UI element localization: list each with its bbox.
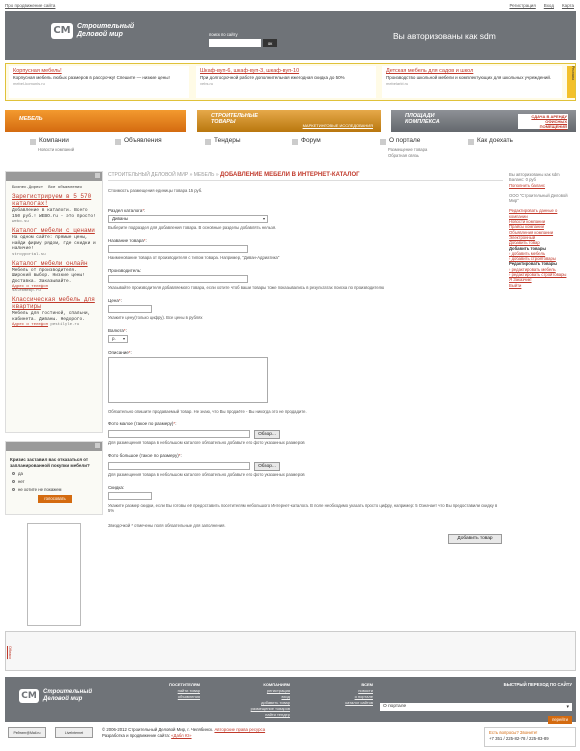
currency-select[interactable]: р. ▾ [108,335,128,343]
nav-square-icon [468,139,474,145]
footer-col-visitors: ПОСЕТИТЕЛЯМ найти товар объявления [169,682,200,699]
tab-link-rent[interactable]: СДАЧА В АРЕНДУ ОФИСНЫХ ПОМЕЩЕНИЙ [518,114,568,129]
promo-link[interactable]: Про продвижение сайта [5,3,56,8]
sidebar-tabs [12,186,102,190]
sidebar-header [6,172,102,181]
logo-line1: Строительный [77,23,135,30]
search-input[interactable] [209,39,261,47]
name-label: Название товара*: [108,238,147,243]
tab-business-direct[interactable]: Бизнес.Директ [12,186,44,190]
poll-option[interactable]: не хотите не покажем [12,487,102,492]
register-link[interactable]: Регистрация [509,3,536,8]
section-select[interactable]: Диваны ▾ [108,215,268,223]
search-label: поиск по сайту [209,32,238,37]
left-sidebar [5,171,103,433]
tab-furniture[interactable] [5,110,186,132]
maker-field[interactable] [108,275,248,283]
collapse-icon[interactable] [95,443,100,448]
ad-title[interactable]: Шкаф-вуп-6, шкаф-вуп-3, шкаф-вуп-10 [200,68,300,74]
org-name: ООО "Строительный Деловой Мир" [509,192,568,204]
map-link[interactable]: Карта [561,3,574,8]
poll-question: Кризис заставил вас отказаться от запланированной покупки мебели? [10,457,90,468]
nav-square-icon [30,139,36,145]
nav-item-about[interactable]: О портале Размещение товара Обратная связь [380,137,420,145]
poll-option[interactable]: да [12,471,102,476]
sidebar-ad[interactable]: Каталог мебели с ценами На одном сайте: прямые цены, найди фирму рядом, где скидки и наличие! stroyportal.su [12,227,96,257]
ad-text: Производство школьной мебели и комплектующих для школьных учреждений. [386,75,552,80]
submit-button[interactable]: Добавить товар [448,534,502,544]
company-ads-link[interactable]: Объявления компании [509,229,554,235]
collapse-icon[interactable] [95,173,100,178]
footer-col-all: ВСЕМ новости о портале каталог сайтов [345,682,373,705]
photo-small-hint: Для размещения товара в небольшом каталоге обязательно добавьте его фото указанных размеров [108,440,305,445]
breadcrumb: СТРОИТЕЛЬНЫЙ ДЕЛОВОЙ МИР » МЕБЕЛЬ » ДОБАВЛЕНИЕ МЕБЕЛИ В ИНТЕРНЕТ-КАТАЛОГ [108,172,360,178]
auth-status: Вы авторизованы как sdm [393,31,496,41]
search-button[interactable]: ок [263,39,277,47]
ad-block[interactable] [9,66,189,98]
add-building-link[interactable]: › добавить стройтовары [509,256,556,262]
description-label: Описание*: [108,350,132,355]
tab-title: ПЛОЩАДИ КОМПЛЕКСА [405,113,440,125]
topup-link[interactable]: Пополнить баланс [509,182,546,188]
nav-item-forum[interactable]: Форум [292,137,321,145]
nav-square-icon [292,139,298,145]
maker-label: Производитель: [108,268,142,273]
sidebar-ad[interactable]: Зарегистрируем в 5 570 каталогах! Добавление в каталоги. Всего 150 руб.! WEBO.ru - это просто! webo.su [12,193,96,224]
site-logo[interactable] [51,23,134,39]
edit-heading: Редактировать товары [509,261,558,267]
photo-big-field[interactable] [108,462,250,470]
quick-jump [380,682,576,722]
counter-mailru[interactable]: Рейтинг@Mail.ru [8,727,46,738]
who-am-i: Вы авторизованы как sdm [509,172,560,177]
nav-item-tenders[interactable]: Тендеры [205,137,241,145]
poll-box [5,441,103,515]
bottom-row [5,724,576,748]
tab-building-goods[interactable] [197,110,381,132]
nav-square-icon [115,139,121,145]
ad-label: Реклама [567,66,575,98]
nav-square-icon [205,139,211,145]
nav-square-icon [380,139,386,145]
edit-furniture-link[interactable]: › редактировать мебель [509,266,556,272]
quick-jump-title: БЫСТРЫЙ ПЕРЕХОД ПО САЙТУ [503,682,572,687]
ad-text: Корпусная мебель любых размеров в рассрочку! Спешите — низкие цены! [13,75,170,80]
nav-sub[interactable]: Новости компаний [38,147,75,152]
main-nav [30,137,550,163]
edit-building-link[interactable]: › редактировать стройтовары [509,272,567,278]
sidebar-ad[interactable]: Классическая мебель для квартиры Мебель для гостиной, спальни, кабинета. Диваны. Недорого. Адрес и телефон pestilyle.ru [12,296,95,327]
header [5,11,576,60]
description-hint: Обязательно опишите продаваемый товар. Не знаю, что Вы продаёте - Вы никогда это не продадите. [108,409,307,414]
currency-label: Валюта*: [108,328,127,333]
balance: Баланс: 0 руб [509,177,536,183]
name-field[interactable] [108,245,248,253]
ad-text: При долгосрочной работе дополнительная ежегодная скидка до 50% [200,75,345,80]
browse-big-button[interactable]: Обзор... [254,462,280,471]
company-news-link[interactable]: Новости компании [509,219,546,225]
name-hint: Наименование товара от производителя с типом товара. Например, "Диван-Адриатика" [108,255,280,260]
login-link[interactable]: Вход [543,3,554,8]
discount-field[interactable] [108,492,152,500]
nav-item-directions[interactable]: Как доехать [468,137,513,145]
photo-big-label: Фото большое (такое по размеру)*: [108,453,182,458]
browse-small-button[interactable]: Обзор... [254,430,280,439]
vote-button[interactable]: голосовать [38,495,72,503]
logo-line2: Деловой мир [77,31,123,38]
logo-mark: СМ [51,23,73,39]
goods-heading: Добавить товары [509,245,546,251]
electronic-link[interactable]: Электронный [509,234,536,240]
add-furniture-link[interactable]: › добавить мебель [509,250,546,256]
radio-icon[interactable] [12,480,15,483]
section-hint: Выберите подраздел для добавления товара. В основные разделы добавлять нельзя. [108,225,277,230]
tab-all-ads[interactable]: Все объявления [48,186,82,190]
footer [5,677,576,722]
logo-mark: СМ [19,689,39,703]
counter-liveinternet[interactable]: LiveInternet [55,727,93,738]
right-sidebar [509,172,577,347]
ad-block[interactable] [196,66,376,98]
add-product-link[interactable]: Добавить товар [509,240,540,246]
tab-complex-areas[interactable] [391,110,576,132]
tab-title: СТРОИТЕЛЬНЫЕ ТОВАРЫ [211,113,258,125]
discount-label: Скидка: [108,485,125,490]
nav-sub[interactable]: Размещение товара Обратная связь [388,147,428,158]
quick-jump-select[interactable]: О портале ▾ [380,703,572,711]
poll-option[interactable]: нет [12,479,102,484]
description-field[interactable] [108,357,268,403]
nav-item-ads[interactable]: Объявления [115,137,162,145]
ad-source: vebs.ru [200,81,214,86]
footer-logo[interactable]: СМ Строительный Деловой мир [19,689,92,703]
footer-col-companies: КОМПАНИЯМ регистрация вход добавить товар размещение товаров найти тендер [250,682,290,717]
logout-link[interactable]: Выйти [509,282,522,288]
contact-phones: Есть вопросы? Звоните! +7 351 / 225-82-78 / 225-83-89 [484,727,576,747]
search-box [209,32,277,47]
ad-source: mebelarkt.ru [386,81,409,86]
price-hint: Укажите цену(только цифру). Все цены в рублях [108,315,203,320]
nav-item-companies[interactable]: Компании Новости компаний [30,137,69,145]
required-note: Звездочкой * отмечены поля обязательные для заполнения. [108,523,226,528]
photo-small-label: Фото малое (такое по размеру)*: [108,421,177,426]
tab-link-marketing[interactable]: МАРКЕТИНГОВЫЕ ИССЛЕДОВАНИЯ [302,123,373,128]
photo-big-hint: Для размещения товара в небольшом каталоге обязательно добавьте его фото указанных размеров [108,472,305,477]
radio-icon[interactable] [12,472,15,475]
main-content [108,172,503,548]
ad-strip [5,63,576,101]
radio-icon[interactable] [12,488,15,491]
poll-header [6,442,102,451]
price-field[interactable] [108,305,152,313]
page-title: ДОБАВЛЕНИЕ МЕБЕЛИ В ИНТЕРНЕТ-КАТАЛОГ [220,172,360,178]
tag-cloud-label[interactable]: Облако [8,646,12,660]
ad-source: mebel-komunis.ru [13,81,45,86]
top-bar [0,0,580,10]
maker-hint: Указывайте производителя добавляемого товара, если хотите чтоб ваши товары тоже показывались в результатах поиска по производителю [108,285,385,290]
ad-title[interactable]: Детская мебель для садов и школ [386,68,474,74]
quick-jump-button[interactable]: перейти [548,716,572,724]
top-links [509,3,574,8]
section-label: Раздел каталога*: [108,208,146,213]
ad-block[interactable] [382,66,562,98]
ad-title[interactable]: Корпусная мебель! [13,68,62,74]
tag-cloud [5,631,576,671]
customer-link[interactable]: Я Заказчик! [509,277,532,283]
copyright: © 2006-2012 Строительный Деловой Мир, г. Челябинск. Авторские права ресурса Разработка и продвижение сайта: «Дабл Ю» [102,727,266,738]
sidebar-ad[interactable]: Каталог мебели онлайн Мебель от производителя. Широкий выбор. Низкие цены! Доставка. Заказывайте. Адрес и телефон salebmebp.ru [12,259,88,293]
price-note: Стоимость размещения единицы товара 15 руб. [108,188,203,193]
price-label: Цена*: [108,298,122,303]
tab-title: МЕБЕЛЬ [19,116,43,122]
banner-placeholder [27,523,81,626]
photo-small-field[interactable] [108,430,250,438]
company-edit-link[interactable]: Редактировать данные о компании [509,208,558,219]
discount-hint: Укажите размер скидки, если Вы готовы её предоставить посетителям небольшого Интернет-каталога. В поле необходимо указать просто цифру, например: 5 Означает что Вы предоставили скидку в 5% [108,503,498,513]
company-prices-link[interactable]: Прайсы компании [509,224,544,230]
